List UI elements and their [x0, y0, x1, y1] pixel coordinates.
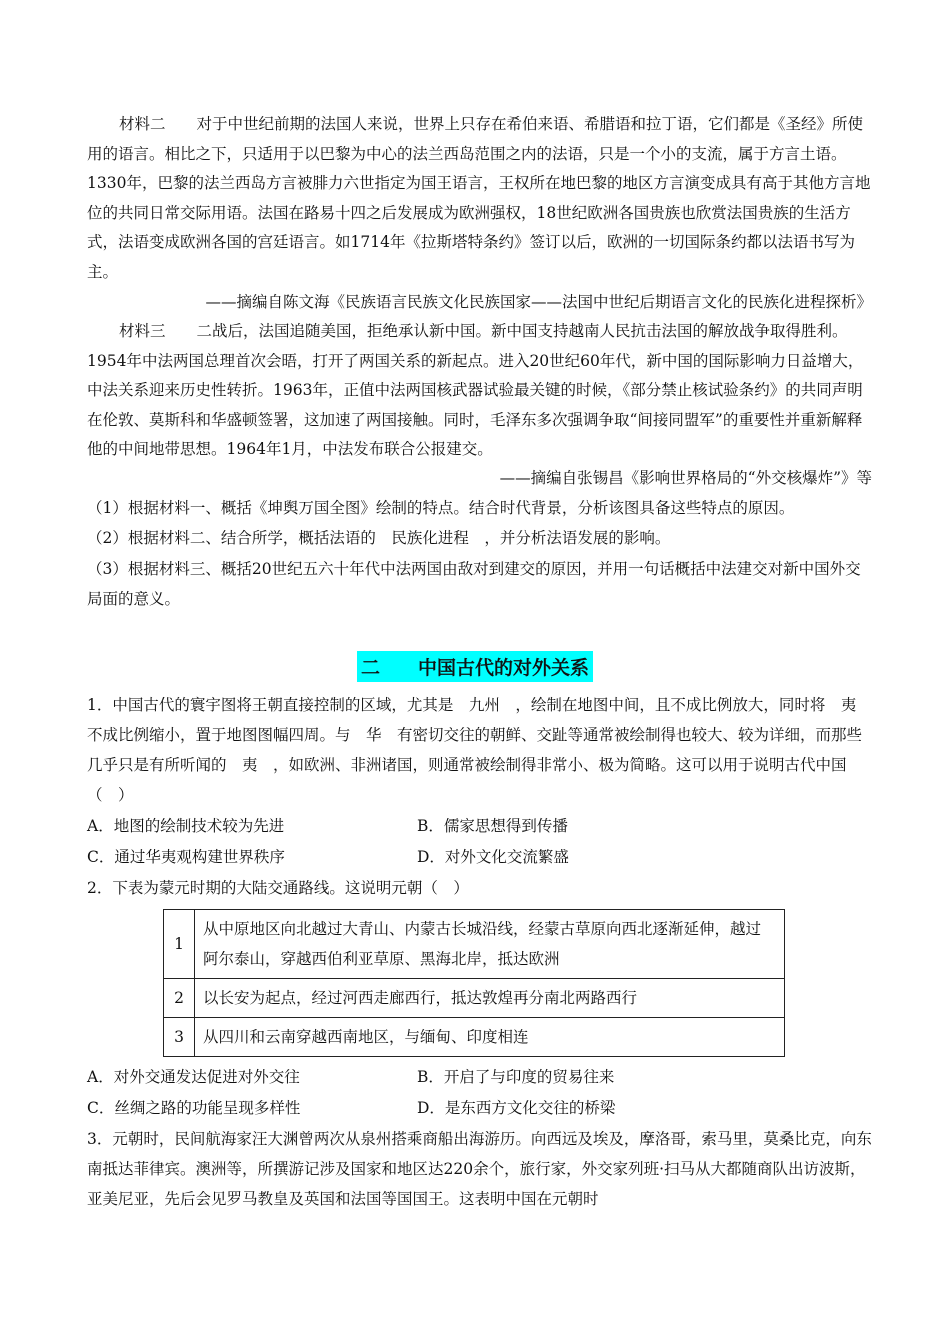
material-three-source: ——摘编自张锡昌《影响世界格局的“外交核爆炸”》等 [499, 469, 872, 487]
sub-question-1: （1）根据材料一、概括《坤舆万国全图》绘制的特点。结合时代背景，分析该图具备这些特点的原因。 [87, 499, 795, 517]
table-row [164, 910, 785, 979]
question-2-stem: 2．下表为蒙元时期的大陆交通路线。这说明元朝（ ） [87, 879, 469, 897]
material-two-source: ——摘编自陈文海《民族语言民族文化民族国家——法国中世纪后期语言文化的民族化进程探析》 [205, 293, 872, 311]
section-heading [0, 651, 950, 682]
material-two-text: 材料二 对于中世纪前期的法国人来说，世界上只存在希伯来语、希腊语和拉丁语，它们都是《圣经》所使用的语言。相比之下，只适用于以巴黎为中心的法兰西岛范围之内的法语，只是一个小的支流，属于方言土语。1330年，巴黎的法兰西岛方言被腓力六世指定为国王语言，王权所在地巴黎的地区方言演变成具有高于其他方言地位的共同日常交际用语。法国在路易十四之后发展成为欧洲强权，18世纪欧洲各国贵族也欣赏法国贵族的生活方式，法语变成欧洲各国的宫廷语言。如1714年《拉斯塔特条约》签订以后，欧洲的一切国际条约都以法语书写为主。 [87, 115, 871, 281]
route-number: 1 [164, 910, 195, 979]
routes-table [163, 909, 785, 1057]
question-2-option-b[interactable]: B．开启了与印度的贸易往来 [417, 1068, 615, 1086]
route-description: 以长安为起点，经过河西走廊西行，抵达敦煌再分南北两路西行 [195, 979, 785, 1018]
question-1-stem: 1．中国古代的寰宇图将王朝直接控制的区域，尤其是 九州 ，绘制在地图中间，且不成比例放大，同时将 夷 不成比例缩小，置于地图图幅四周。与 华 有密切交往的朝鲜、交趾等通常被绘制得也较大、较为详细，而那些几乎只是有所听闻的 夷 ，如欧洲、非洲诸国，则通常被绘制得非常小、极为简略。这可以用于说明古代中国（ ） [87, 696, 872, 804]
question-2-option-d[interactable]: D．是东西方文化交往的桥梁 [417, 1099, 616, 1117]
route-number: 3 [164, 1018, 195, 1057]
question-1-option-b[interactable]: B．儒家思想得到传播 [417, 817, 568, 835]
sub-question-3: （3）根据材料三、概括20世纪五六十年代中法两国由敌对到建交的原因，并用一句话概括中法建交对新中国外交局面的意义。 [87, 560, 861, 608]
route-description: 从中原地区向北越过大青山、内蒙古长城沿线，经蒙古草原向西北逐渐延伸，越过阿尔泰山，穿越西伯利亚草原、黑海北岸，抵达欧洲 [195, 910, 785, 979]
route-number: 2 [164, 979, 195, 1018]
table-row [164, 979, 785, 1018]
material-three-text: 材料三 二战后，法国追随美国，拒绝承认新中国。新中国支持越南人民抗击法国的解放战争取得胜利。1954年中法两国总理首次会晤，打开了两国关系的新起点。进入20世纪60年代，新中国的国际影响力日益增大，中法关系迎来历史性转折。1963年，正值中法两国核武器试验最关键的时候，《部分禁止核试验条约》的共同声明在伦敦、莫斯科和华盛顿签署，这加速了两国接触。同时，毛泽东多次强调争取“间接同盟军”的重要性并重新解释他的中间地带思想。1964年1月，中法发布联合公报建交。 [87, 322, 864, 459]
question-2-option-a[interactable]: A．对外交通发达促进对外交往 [87, 1068, 300, 1086]
table-row [164, 1018, 785, 1057]
section-title: 二 中国古代的对外关系 [357, 651, 593, 682]
question-1-option-d[interactable]: D．对外文化交流繁盛 [417, 848, 569, 866]
question-2-option-c[interactable]: C．丝绸之路的功能呈现多样性 [87, 1099, 301, 1117]
route-description: 从四川和云南穿越西南地区，与缅甸、印度相连 [195, 1018, 785, 1057]
sub-question-2: （2）根据材料二、结合所学，概括法语的 民族化进程 ，并分析法语发展的影响。 [87, 529, 671, 547]
question-3-stem: 3．元朝时，民间航海家汪大渊曾两次从泉州搭乘商船出海游历。向西远及埃及，摩洛哥，索马里，莫桑比克，向东南抵达菲律宾。澳洲等，所撰游记涉及国家和地区达220余个，旅行家，外交家列班·扫马从大都随商队出访波斯，亚美尼亚，先后会见罗马教皇及英国和法国等国国王。这表明中国在元朝时 [87, 1130, 872, 1208]
question-1-option-c[interactable]: C．通过华夷观构建世界秩序 [87, 848, 285, 866]
question-1-option-a[interactable]: A．地图的绘制技术较为先进 [87, 817, 285, 835]
